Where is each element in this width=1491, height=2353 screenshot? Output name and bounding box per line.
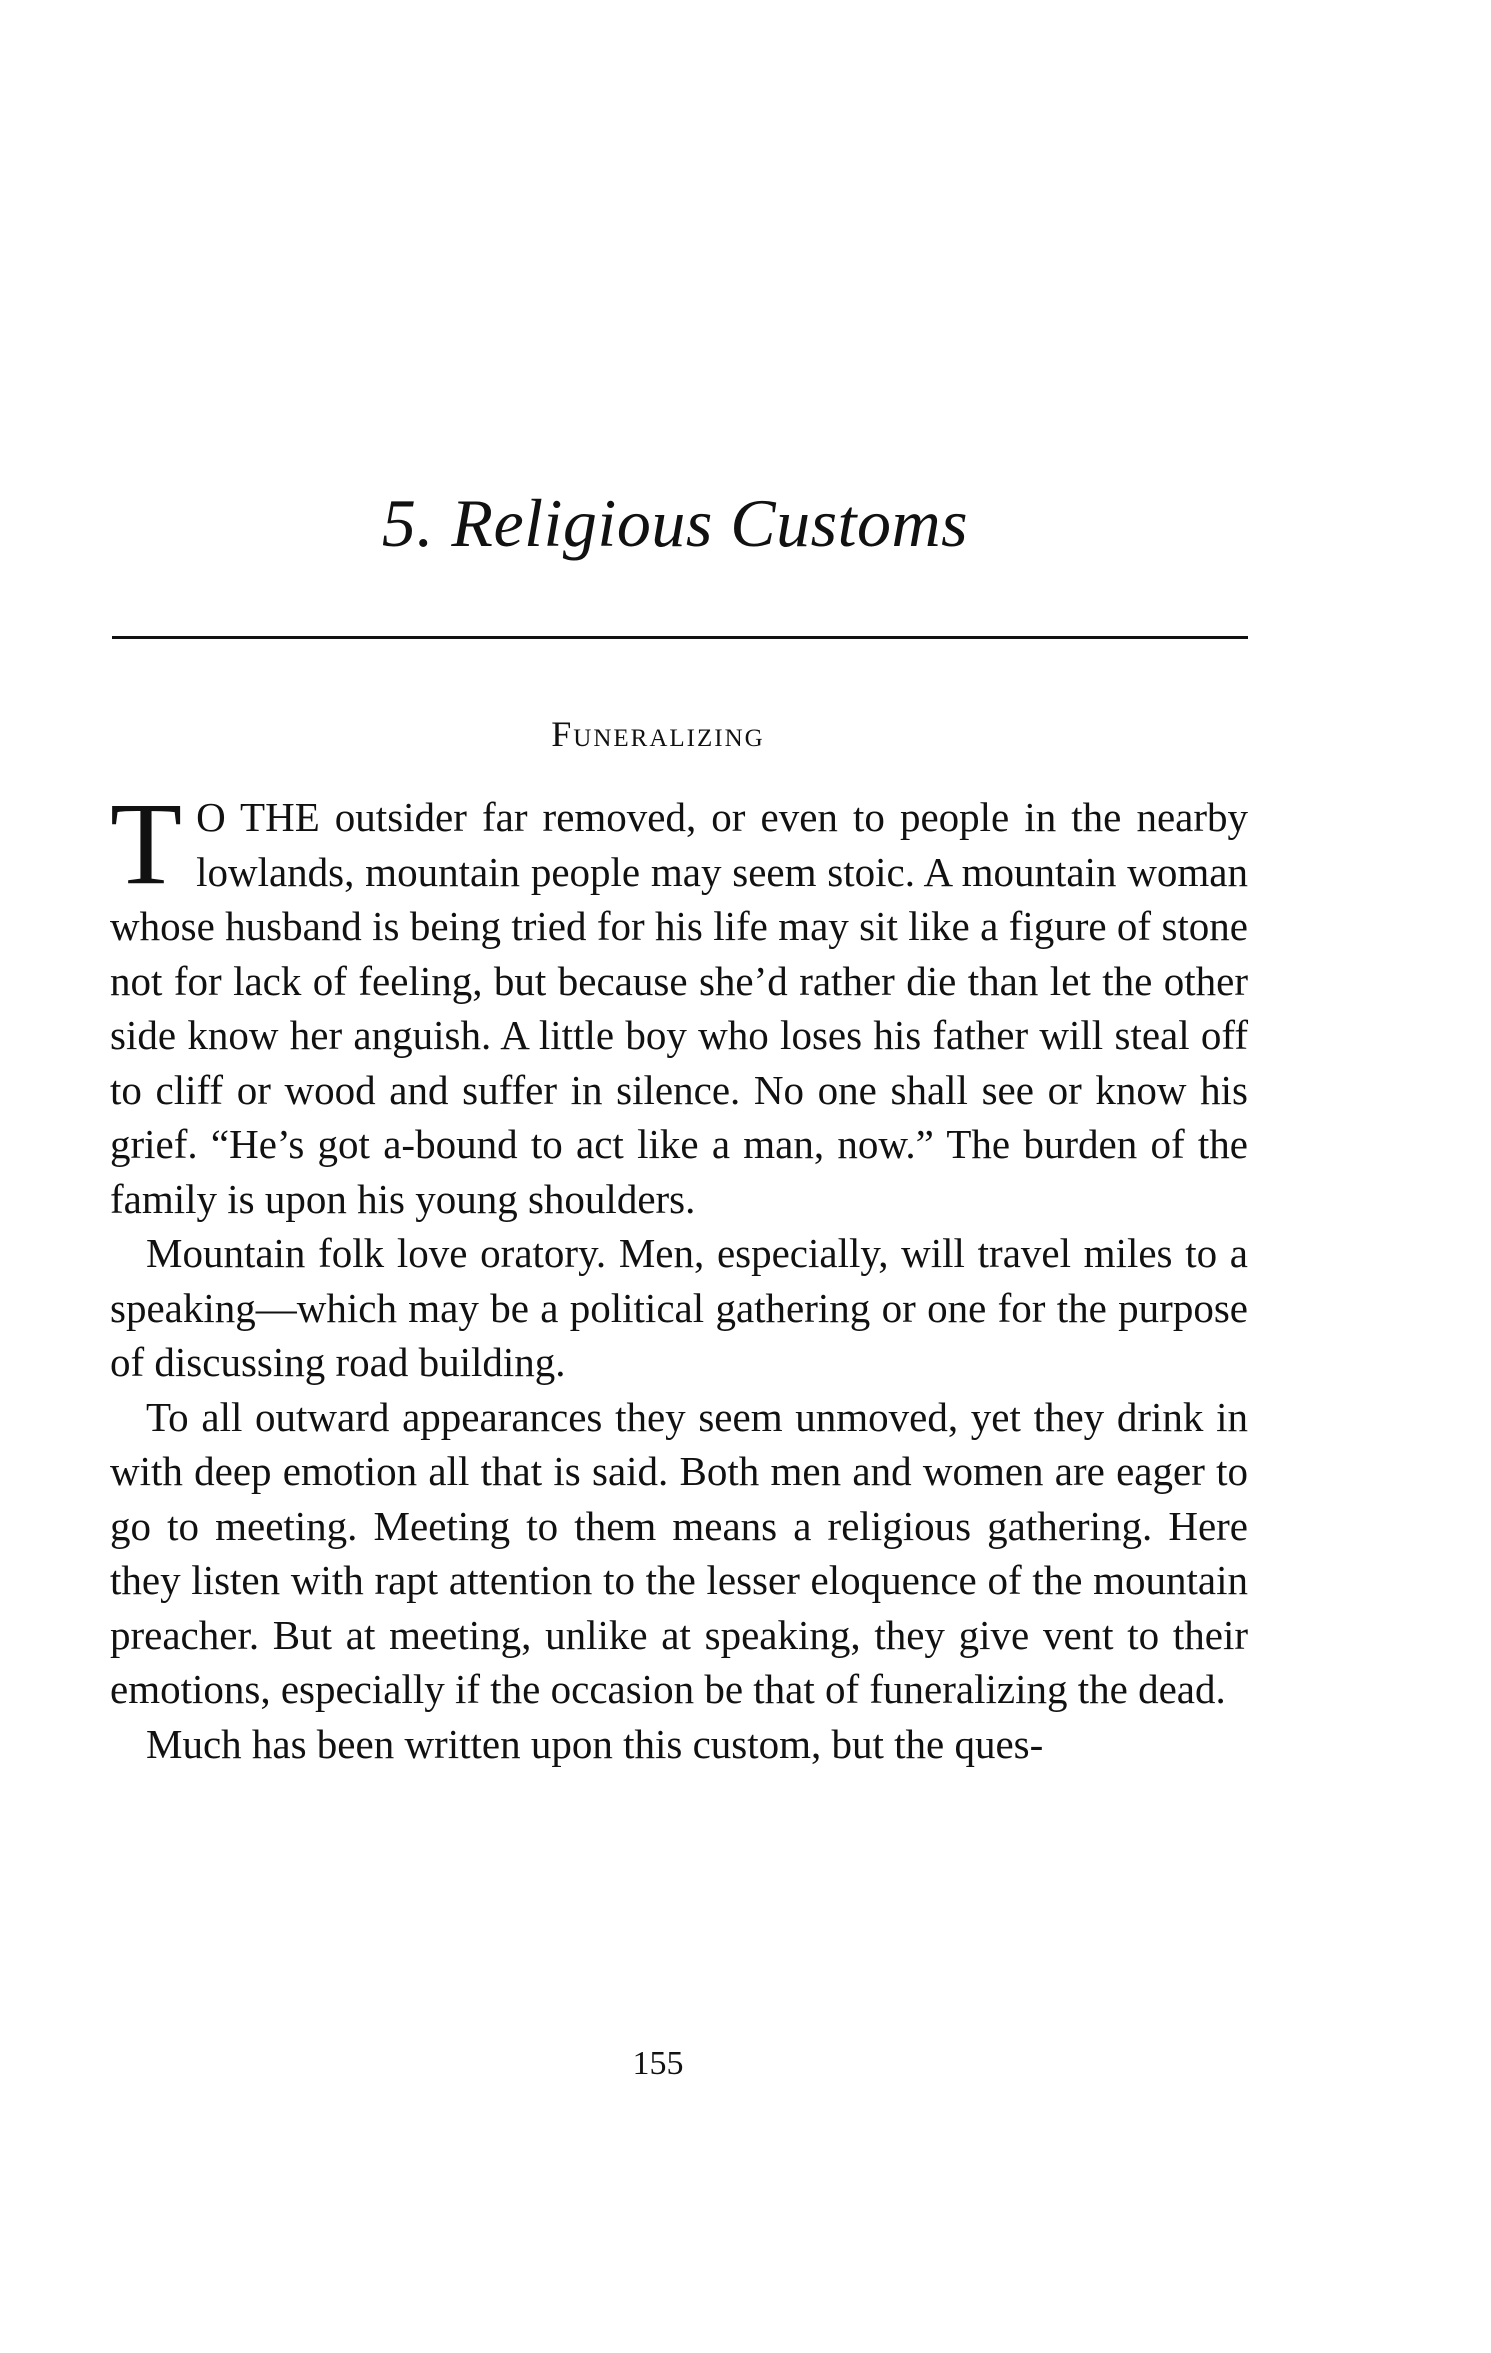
paragraph-1-text: O THE outsider far removed, or even to people in the nearby lowlands, mountain people may seem stoic. A mountain woman whose husband is being tried for his life may sit like a figure of stone not for lack of feeling, but because she’d rather die than let the other side know her anguish. A little boy who loses his father will steal off to cliff or wood and suffer in silence. No one shall see or know his grief. “He’s got a-bound to act like a man, now.” The burden of the family is upon his young shoulders. <box>110 794 1248 1222</box>
body-text <box>110 778 1248 1771</box>
page-number: 155 <box>632 2045 684 2082</box>
paragraph-2: Mountain folk love oratory. Men, especially, will travel miles to a speaking—which may be a political gathering or one for the purpose of discussing road building. <box>110 1230 1248 1385</box>
chapter-title: 5. Religious Customs <box>381 485 969 561</box>
section-heading: Funeralizing <box>551 714 765 754</box>
paragraph-4: Much has been written upon this custom, but the ques- <box>146 1720 1044 1767</box>
drop-cap: T <box>110 778 183 909</box>
chapter-divider-rule <box>112 636 1248 639</box>
paragraph-3: To all outward appearances they seem unmoved, yet they drink in with deep emotion all that is said. Both men and women are eager to go to meeting. Meeting to them means a religious gathering. Here they listen with rapt attention to the lesser eloquence of the mountain preacher. But at meeting, unlike at speaking, they give vent to their emotions, especially if the occasion be that of funeralizing the dead. <box>110 1393 1248 1712</box>
paragraph-1 <box>110 778 1248 1226</box>
